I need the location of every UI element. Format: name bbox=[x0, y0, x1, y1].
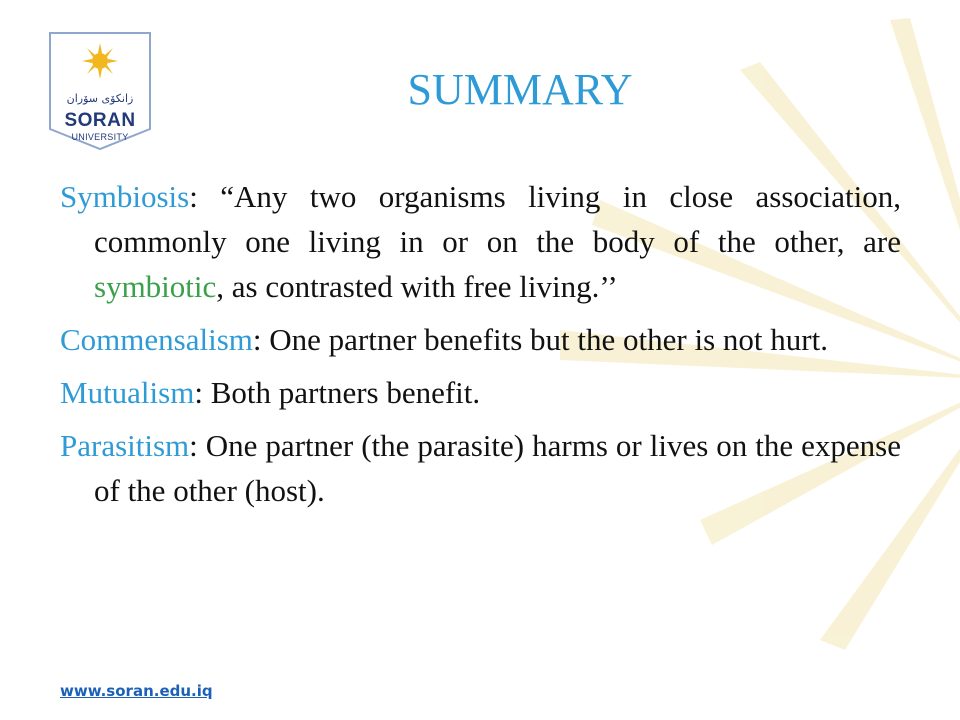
symbiosis-definition-part1: : “Any two organisms living in close association, commonly one living in or on the body of the other, are bbox=[94, 179, 901, 259]
symbiotic-highlight: symbiotic bbox=[94, 269, 217, 304]
term-commensalism: Commensalism bbox=[60, 322, 253, 357]
term-parasitism: Parasitism bbox=[60, 428, 190, 463]
logo-name: SORAN bbox=[64, 110, 136, 131]
item-mutualism bbox=[60, 370, 901, 415]
term-mutualism: Mutualism bbox=[60, 375, 195, 410]
item-parasitism bbox=[60, 423, 901, 513]
mutualism-definition: : Both partners benefit. bbox=[194, 375, 481, 410]
summary-body bbox=[60, 174, 901, 521]
slide-title: SUMMARY bbox=[407, 65, 633, 114]
footer-website-link[interactable]: www.soran.edu.iq bbox=[60, 682, 213, 700]
parasitism-definition: : One partner (the parasite) harms or lives on the expense of the other (host). bbox=[94, 428, 901, 508]
commensalism-definition: : One partner benefits but the other is not hurt. bbox=[252, 322, 828, 357]
symbiosis-definition-part2: , as contrasted with free living.’’ bbox=[216, 269, 618, 304]
term-symbiosis: Symbiosis bbox=[60, 179, 190, 214]
item-symbiosis bbox=[60, 174, 901, 309]
logo-arabic-text: زانكۆی سۆران bbox=[66, 92, 134, 105]
item-commensalism bbox=[60, 317, 901, 362]
logo-subtitle: UNIVERSITY bbox=[71, 132, 129, 142]
